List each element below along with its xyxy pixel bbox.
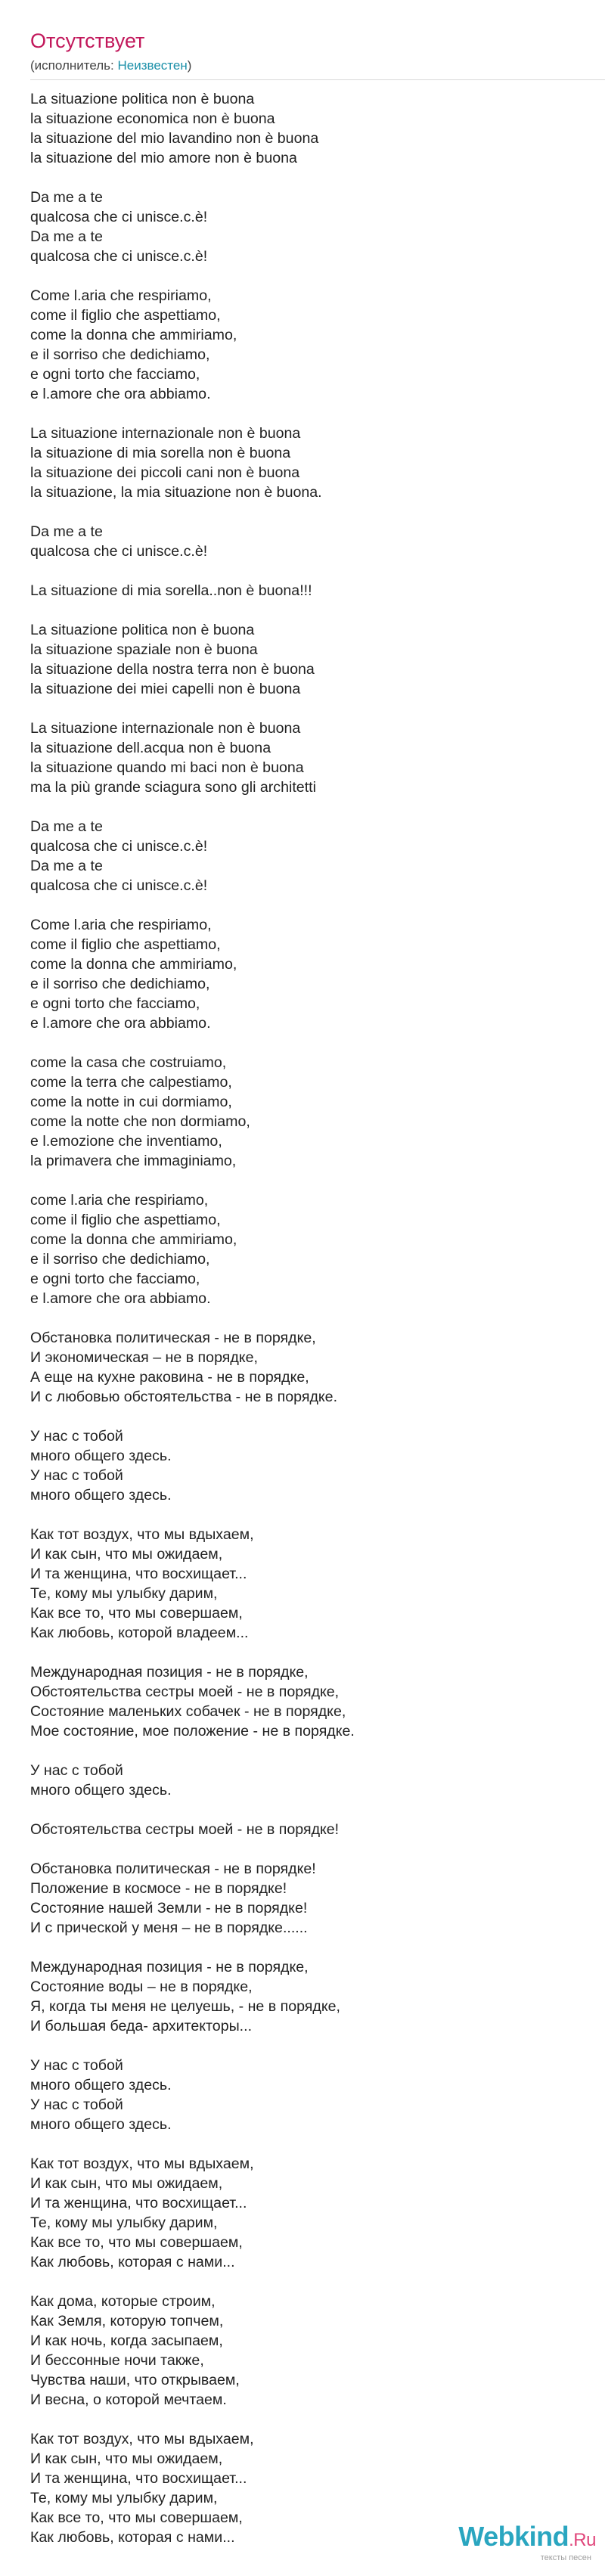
- lyric-line: Те, кому мы улыбку дарим,: [30, 1585, 218, 1602]
- lyric-line: Обстоятельства сестры моей - не в порядке!: [30, 1821, 340, 1838]
- lyric-line: come la donna che ammiriamo,: [30, 1231, 237, 1248]
- lyric-line: e l.amore che ora abbiamo.: [30, 1015, 211, 1032]
- lyric-line: Come l.aria che respiriamo,: [30, 917, 212, 933]
- stanza: [30, 286, 605, 404]
- lyric-line: Come l.aria che respiriamo,: [30, 287, 212, 304]
- lyric-line: come il figlio che aspettiamo,: [30, 307, 221, 324]
- lyric-line: e il sorriso che dedichiamo,: [30, 346, 210, 363]
- lyric-line: Обстоятельства сестры моей - не в порядке,: [30, 1684, 340, 1700]
- lyric-line: Как дома, которые строим,: [30, 2293, 216, 2310]
- stanza: [30, 1957, 605, 2036]
- lyric-line: Чувства наши, что открываем,: [30, 2372, 240, 2388]
- lyric-line: ma la più grande sciagura sono gli architetti: [30, 779, 316, 796]
- lyric-line: Da me a te: [30, 228, 103, 245]
- lyric-line: come la donna che ammiriamo,: [30, 327, 237, 343]
- lyric-line: много общего здесь.: [30, 2077, 172, 2093]
- lyric-line: Обстановка политическая - не в порядке!: [30, 1861, 316, 1877]
- lyric-line: Обстановка политическая - не в порядке,: [30, 1330, 316, 1346]
- lyric-line: Международная позиция - не в порядке,: [30, 1959, 309, 1975]
- song-title: Отсутствует: [30, 29, 145, 52]
- lyric-line: И с прической у меня – не в порядке......: [30, 1920, 308, 1936]
- lyric-line: La situazione internazionale non è buona: [30, 425, 301, 442]
- lyric-line: Da me a te: [30, 523, 103, 540]
- lyric-line: И та женщина, что восхищает...: [30, 2195, 247, 2211]
- stanza: [30, 718, 605, 797]
- performer-link[interactable]: Неизвестен: [117, 58, 188, 73]
- lyric-line: La situazione politica non è buona: [30, 622, 255, 638]
- lyric-line: la situazione spaziale non è buona: [30, 641, 258, 658]
- lyric-line: И как сын, что мы ожидаем,: [30, 2450, 223, 2467]
- lyric-line: Международная позиция - не в порядке,: [30, 1664, 309, 1681]
- lyric-line: И та женщина, что восхищает...: [30, 1566, 247, 1582]
- lyric-line: la situazione, la mia situazione non è buona.: [30, 484, 322, 501]
- lyric-line: la situazione dei piccoli cani non è buona: [30, 464, 300, 481]
- stanza: [30, 2154, 605, 2272]
- lyric-line: e l.amore che ora abbiamo.: [30, 1290, 211, 1307]
- lyric-line: много общего здесь.: [30, 2116, 172, 2133]
- lyric-line: La situazione internazionale non è buona: [30, 720, 301, 737]
- lyric-line: Состояние маленьких собачек - не в порядке,: [30, 1703, 346, 1720]
- stanza: [30, 2056, 605, 2134]
- lyric-line: Как тот воздух, что мы вдыхаем,: [30, 1526, 254, 1543]
- lyric-line: И бессонные ночи также,: [30, 2352, 204, 2369]
- stanza: [30, 1761, 605, 1800]
- lyric-line: e ogni torto che facciamo,: [30, 366, 200, 383]
- lyric-line: Da me a te: [30, 189, 103, 206]
- performer-line: [30, 57, 605, 74]
- lyric-line: qualcosa che ci unisce.c.è!: [30, 248, 208, 265]
- stanza: [30, 915, 605, 1033]
- brand-name: [458, 2522, 596, 2555]
- stanza: [30, 522, 605, 561]
- lyric-line: la situazione di mia sorella non è buona: [30, 445, 291, 461]
- brand-tagline: тексты песен: [540, 2553, 591, 2562]
- lyric-line: Как все то, что мы совершаем,: [30, 1605, 243, 1622]
- lyric-line: И весна, о которой мечтаем.: [30, 2391, 227, 2408]
- lyric-line: много общего здесь.: [30, 1448, 172, 1464]
- lyric-line: И экономическая – не в порядке,: [30, 1349, 258, 1366]
- stanza: [30, 89, 605, 168]
- lyric-line: Я, когда ты меня не целуешь, - не в порядке,: [30, 1998, 340, 2015]
- stanza: [30, 1328, 605, 1407]
- lyric-line: come il figlio che aspettiamo,: [30, 936, 221, 953]
- lyric-line: Как тот воздух, что мы вдыхаем,: [30, 2431, 254, 2447]
- stanza: [30, 424, 605, 502]
- lyric-line: много общего здесь.: [30, 1487, 172, 1504]
- lyric-line: e il sorriso che dedichiamo,: [30, 976, 210, 992]
- stanza: [30, 817, 605, 895]
- lyric-line: У нас с тобой: [30, 1428, 123, 1445]
- stanza: [30, 1859, 605, 1938]
- lyric-line: Da me a te: [30, 858, 103, 874]
- lyric-line: Те, кому мы улыбку дарим,: [30, 2214, 218, 2231]
- lyric-line: la situazione della nostra terra non è buona: [30, 661, 315, 678]
- lyric-line: e il sorriso che dedichiamo,: [30, 1251, 210, 1268]
- performer-suffix: ): [187, 58, 192, 73]
- lyric-line: много общего здесь.: [30, 1782, 172, 1799]
- lyric-line: come il figlio che aspettiamo,: [30, 1212, 221, 1228]
- lyric-line: Те, кому мы улыбку дарим,: [30, 2490, 218, 2506]
- lyric-line: У нас с тобой: [30, 2096, 123, 2113]
- lyric-line: la situazione del mio lavandino non è buona: [30, 130, 319, 147]
- lyric-line: А еще на кухне раковина - не в порядке,: [30, 1369, 309, 1386]
- lyric-line: come la notte che non dormiamo,: [30, 1113, 250, 1130]
- page-header: [0, 0, 605, 74]
- lyric-line: И как сын, что мы ожидаем,: [30, 1546, 223, 1563]
- performer-prefix: (исполнитель:: [30, 58, 118, 73]
- lyric-line: La situazione di mia sorella..non è buona!!!: [30, 582, 312, 599]
- lyric-line: Положение в космосе - не в порядке!: [30, 1880, 287, 1897]
- stanza: [30, 188, 605, 266]
- stanza: [30, 1053, 605, 1171]
- stanza: [30, 620, 605, 699]
- stanza: [30, 1662, 605, 1741]
- lyric-line: И та женщина, что восхищает...: [30, 2470, 247, 2487]
- lyric-line: qualcosa che ci unisce.c.è!: [30, 209, 208, 225]
- brand-text: Webkind: [458, 2521, 569, 2552]
- stanza: [30, 1820, 605, 1839]
- lyric-line: Как все то, что мы совершаем,: [30, 2509, 243, 2526]
- lyric-line: У нас с тобой: [30, 1762, 123, 1779]
- lyric-line: Состояние нашей Земли - не в порядке!: [30, 1900, 308, 1916]
- lyric-line: la situazione quando mi baci non è buona: [30, 759, 304, 776]
- stanza: [30, 1525, 605, 1643]
- lyric-line: e ogni torto che facciamo,: [30, 995, 200, 1012]
- lyric-line: Как Земля, которую топчем,: [30, 2313, 224, 2329]
- lyric-line: Состояние воды – не в порядке,: [30, 1979, 253, 1995]
- lyric-line: la situazione economica non è buona: [30, 110, 275, 127]
- lyric-line: la situazione del mio amore non è buona: [30, 150, 297, 166]
- lyric-line: come la notte in cui dormiamo,: [30, 1094, 232, 1110]
- lyric-line: Мое состояние, мое положение - не в порядке.: [30, 1723, 355, 1740]
- lyric-line: Da me a te: [30, 818, 103, 835]
- lyric-line: e ogni torto che facciamo,: [30, 1271, 200, 1287]
- lyric-line: e l.amore che ora abbiamo.: [30, 386, 211, 402]
- lyric-line: И как сын, что мы ожидаем,: [30, 2175, 223, 2192]
- brand-tld: .Ru: [569, 2530, 596, 2550]
- lyric-line: la situazione dell.acqua non è buona: [30, 740, 271, 756]
- stanza: [30, 2292, 605, 2410]
- lyric-line: la situazione dei miei capelli non è buona: [30, 681, 301, 697]
- lyric-line: И как ночь, когда засыпаем,: [30, 2332, 223, 2349]
- lyric-line: Как любовь, которая с нами...: [30, 2254, 235, 2270]
- stanza: [30, 581, 605, 601]
- lyric-line: e l.emozione che inventiamo,: [30, 1133, 222, 1150]
- stanza: [30, 1190, 605, 1308]
- lyric-line: qualcosa che ci unisce.c.è!: [30, 838, 208, 855]
- lyric-line: И с любовью обстоятельства - не в порядке.: [30, 1389, 338, 1405]
- stanza: [30, 1426, 605, 1505]
- site-logo[interactable]: [458, 2522, 596, 2562]
- lyric-line: La situazione politica non è buona: [30, 91, 255, 107]
- lyric-line: come la donna che ammiriamo,: [30, 956, 237, 973]
- lyric-line: У нас с тобой: [30, 2057, 123, 2074]
- lyric-line: come l.aria che respiriamo,: [30, 1192, 209, 1209]
- lyric-line: У нас с тобой: [30, 1467, 123, 1484]
- lyric-line: Как тот воздух, что мы вдыхаем,: [30, 2155, 254, 2172]
- lyric-line: И большая беда- архитекторы...: [30, 2018, 253, 2034]
- lyric-line: Как любовь, которая с нами...: [30, 2529, 235, 2546]
- lyric-line: Как любовь, которой владеем...: [30, 1625, 249, 1641]
- lyric-line: qualcosa che ci unisce.c.è!: [30, 877, 208, 894]
- lyric-line: come la casa che costruiamo,: [30, 1054, 227, 1071]
- lyrics-body: [0, 80, 605, 2547]
- lyric-line: qualcosa che ci unisce.c.è!: [30, 543, 208, 560]
- lyric-line: Как все то, что мы совершаем,: [30, 2234, 243, 2251]
- lyric-line: come la terra che calpestiamo,: [30, 1074, 232, 1091]
- lyric-line: la primavera che immaginiamo,: [30, 1153, 237, 1169]
